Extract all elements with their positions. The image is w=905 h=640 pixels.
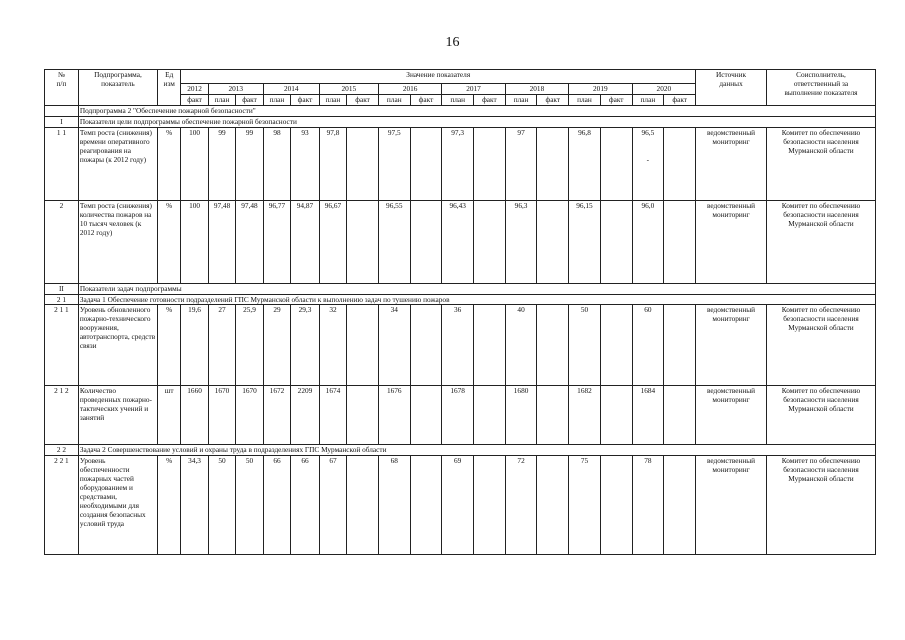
- subhead-fact: факт: [181, 95, 208, 106]
- value-cell: 97,5: [378, 128, 410, 201]
- value-cell: 96,0: [632, 201, 664, 284]
- task-1: [45, 295, 876, 305]
- value-cell: 96,43: [442, 201, 474, 284]
- value-cell: 66: [291, 456, 320, 555]
- value-cell: 1660: [181, 386, 208, 445]
- value-cell: 99: [236, 128, 263, 201]
- value-cell: [347, 456, 379, 555]
- value-cell: 97,3: [442, 128, 474, 201]
- value-cell: 1670: [208, 386, 235, 445]
- year-2016: 2016: [378, 84, 441, 95]
- value-cell: 69: [442, 456, 474, 555]
- value-cell: [347, 128, 379, 201]
- row-num: 1 1: [45, 128, 79, 201]
- task-2-num: 2 2: [45, 445, 79, 456]
- value-cell: 96,55: [378, 201, 410, 284]
- row-num: 2 2 1: [45, 456, 79, 555]
- subhead-plan: план: [208, 95, 235, 106]
- value-cell: [474, 456, 506, 555]
- value-cell: [600, 305, 632, 386]
- value-cell: 50: [208, 456, 235, 555]
- value-cell: [537, 201, 569, 284]
- subhead-plan: план: [632, 95, 664, 106]
- value-cell: 1676: [378, 386, 410, 445]
- value-cell: [632, 128, 664, 201]
- value-cell: [600, 128, 632, 201]
- value-cell: 29,3: [291, 305, 320, 386]
- header-source: Источник данных: [696, 70, 767, 106]
- value-cell: [474, 128, 506, 201]
- value-cell: 1674: [319, 386, 346, 445]
- year-2014: 2014: [263, 84, 319, 95]
- subhead-plan: план: [378, 95, 410, 106]
- value-cell: 68: [378, 456, 410, 555]
- value-cell: 100: [181, 201, 208, 284]
- subhead-fact: факт: [474, 95, 506, 106]
- value-cell: 60: [632, 305, 664, 386]
- subhead-fact: факт: [291, 95, 320, 106]
- value-cell: [537, 456, 569, 555]
- value-cell: 2209: [291, 386, 320, 445]
- value-cell: [410, 456, 442, 555]
- year-2013: 2013: [208, 84, 263, 95]
- value-cell: 96,15: [569, 201, 601, 284]
- value-cell: 36: [442, 305, 474, 386]
- subhead-plan: план: [442, 95, 474, 106]
- subprogram-num-cell: [45, 106, 79, 117]
- source-cell: ведомственный мониторинг: [696, 305, 767, 386]
- executor-cell: Комитет по обеспечению безопасности населения Мурманской области: [766, 456, 875, 555]
- table-row: [45, 305, 876, 386]
- section-tasks: [45, 284, 876, 295]
- header-executor: Соисполнитель, ответственный за выполнение показателя: [766, 70, 875, 106]
- section-goals-title: Показатели цели подпрограммы обеспечение пожарной безопасности: [78, 117, 875, 128]
- header-program: Подпрограмма, показатель: [78, 70, 157, 106]
- value-cell: [664, 386, 696, 445]
- source-cell: ведомственный мониторинг: [696, 456, 767, 555]
- value-cell: 50: [236, 456, 263, 555]
- subhead-plan: план: [505, 95, 537, 106]
- value-cell: [474, 201, 506, 284]
- value-cell: 96,8: [569, 128, 601, 201]
- year-2017: 2017: [442, 84, 505, 95]
- subhead-fact: факт: [347, 95, 379, 106]
- year-2012: 2012: [181, 84, 208, 95]
- row-num: 2: [45, 201, 79, 284]
- subprogram-title: Подпрограмма 2 "Обеспечение пожарной безопасности": [78, 106, 875, 117]
- year-2018: 2018: [505, 84, 568, 95]
- value-cell: [600, 201, 632, 284]
- dash-mark: -: [646, 155, 650, 164]
- value-cell: 1684: [632, 386, 664, 445]
- row-unit: шт: [158, 386, 181, 445]
- value-cell: [410, 201, 442, 284]
- value-cell: 99: [208, 128, 235, 201]
- value-cell: 96,77: [263, 201, 290, 284]
- value-cell: 100: [181, 128, 208, 201]
- subhead-plan: план: [263, 95, 290, 106]
- executor-cell: Комитет по обеспечению безопасности населения Мурманской области: [766, 305, 875, 386]
- value-cell: 25,9: [236, 305, 263, 386]
- value-cell: 19,6: [181, 305, 208, 386]
- value-cell: 97,8: [319, 128, 346, 201]
- subhead-plan: план: [319, 95, 346, 106]
- value-cell: [537, 305, 569, 386]
- value-cell: 32: [319, 305, 346, 386]
- value-cell: [664, 305, 696, 386]
- value-cell: 27: [208, 305, 235, 386]
- header-unit: Ед изм: [158, 70, 181, 106]
- value-cell: [474, 305, 506, 386]
- source-cell: ведомственный мониторинг: [696, 128, 767, 201]
- table-row: [45, 128, 876, 201]
- value-cell: [600, 386, 632, 445]
- value-cell: 96,3: [505, 201, 537, 284]
- indicator-name: Темп роста (снижения) времени оперативного реагирования на пожары (к 2012 году): [78, 128, 157, 201]
- task-1-num: 2 1: [45, 295, 79, 305]
- source-cell: ведомственный мониторинг: [696, 386, 767, 445]
- value-cell: 29: [263, 305, 290, 386]
- value-cell: 1680: [505, 386, 537, 445]
- row-unit: %: [158, 456, 181, 555]
- value-cell: 93: [291, 128, 320, 201]
- header-num: № п/п: [45, 70, 79, 106]
- value-cell: 1678: [442, 386, 474, 445]
- value-cell: [474, 386, 506, 445]
- value-cell: [664, 456, 696, 555]
- task-2-title: Задача 2 Совершенствование условий и охраны труда в подразделениях ГПС Мурманской области: [78, 445, 875, 456]
- row-num: 2 1 2: [45, 386, 79, 445]
- value-cell: 50: [569, 305, 601, 386]
- value-cell: 1672: [263, 386, 290, 445]
- table-row: [45, 456, 876, 555]
- value-cell: [347, 201, 379, 284]
- page-number: 16: [445, 35, 460, 50]
- section-tasks-num: II: [45, 284, 79, 295]
- value-cell: [347, 305, 379, 386]
- table-row: [45, 201, 876, 284]
- indicator-name: Уровень обеспеченности пожарных частей оборудованием и средствами, необходимыми для создания безопасных условий труда: [78, 456, 157, 555]
- row-unit: %: [158, 128, 181, 201]
- value-cell: 1682: [569, 386, 601, 445]
- section-tasks-title: Показатели задач подпрограммы: [78, 284, 875, 295]
- value-cell: 67: [319, 456, 346, 555]
- row-unit: %: [158, 201, 181, 284]
- value-cell: 97,48: [208, 201, 235, 284]
- value-cell: 40: [505, 305, 537, 386]
- value-cell: 96,67: [319, 201, 346, 284]
- task-2: [45, 445, 876, 456]
- value-cell: [600, 456, 632, 555]
- value-cell: [410, 386, 442, 445]
- executor-cell: Комитет по обеспечению безопасности населения Мурманской области: [766, 201, 875, 284]
- value-cell: [664, 201, 696, 284]
- section-goals-num: I: [45, 117, 79, 128]
- table-row: [45, 386, 876, 445]
- value-cell: [664, 128, 696, 201]
- value-cell: 75: [569, 456, 601, 555]
- subhead-fact: факт: [410, 95, 442, 106]
- value-cell: 34,3: [181, 456, 208, 555]
- executor-cell: Комитет по обеспечению безопасности населения Мурманской области: [766, 386, 875, 445]
- indicator-name: Темп роста (снижения) количества пожаров на 10 тысяч человек (к 2012 году): [78, 201, 157, 284]
- subhead-fact: факт: [236, 95, 263, 106]
- value-cell: [410, 128, 442, 201]
- year-2020: 2020: [632, 84, 696, 95]
- value-cell: 98: [263, 128, 290, 201]
- section-goals: [45, 117, 876, 128]
- subprogram-row: [45, 106, 876, 117]
- value-cell: 94,87: [291, 201, 320, 284]
- indicator-name: Количество проведенных пожарно-тактических учений и занятий: [78, 386, 157, 445]
- value-cell: 34: [378, 305, 410, 386]
- year-2019: 2019: [569, 84, 632, 95]
- subhead-fact: факт: [600, 95, 632, 106]
- subhead-fact: факт: [537, 95, 569, 106]
- row-unit: %: [158, 305, 181, 386]
- value-cell: 1670: [236, 386, 263, 445]
- value-cell: 97: [505, 128, 537, 201]
- source-cell: ведомственный мониторинг: [696, 201, 767, 284]
- indicator-table: [44, 69, 876, 555]
- header-value-title: Значение показателя: [181, 70, 696, 84]
- executor-cell: Комитет по обеспечению безопасности населения Мурманской области: [766, 128, 875, 201]
- subhead-fact: факт: [664, 95, 696, 106]
- task-1-title: Задача 1 Обеспечение готовности подразделений ГПС Мурманской области к выполнению задач по тушению пожаров: [78, 295, 875, 305]
- value-text: 96,5: [641, 128, 655, 137]
- value-cell: [347, 386, 379, 445]
- value-cell: [537, 128, 569, 201]
- value-cell: 97,48: [236, 201, 263, 284]
- row-num: 2 1 1: [45, 305, 79, 386]
- value-cell: [537, 386, 569, 445]
- value-cell: 78: [632, 456, 664, 555]
- indicator-name: Уровень обновленного пожарно-технического вооружения, автотранспорта, средств связи: [78, 305, 157, 386]
- value-cell: 66: [263, 456, 290, 555]
- value-cell: [410, 305, 442, 386]
- subhead-plan: план: [569, 95, 601, 106]
- year-2015: 2015: [319, 84, 378, 95]
- value-cell: 72: [505, 456, 537, 555]
